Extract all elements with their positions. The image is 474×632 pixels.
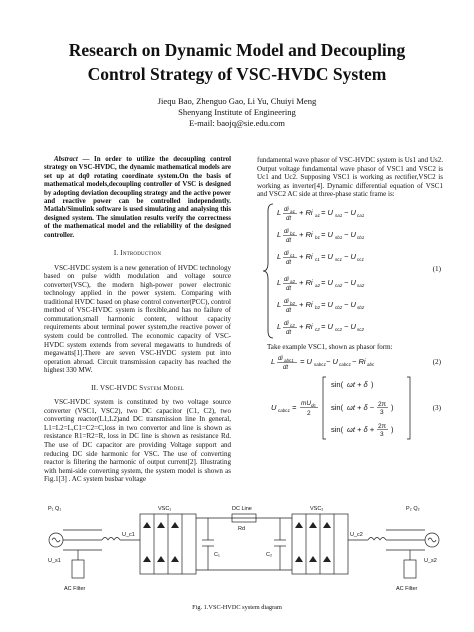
- svg-text:= U: = U: [321, 251, 333, 261]
- svg-text:di: di: [278, 356, 283, 363]
- equation-1: [257, 201, 443, 341]
- svg-text:di: di: [284, 276, 289, 283]
- figure-vsc-hvdc-diagram: [44, 500, 444, 598]
- svg-text:): ): [371, 380, 374, 390]
- svg-text:= U: = U: [321, 299, 333, 309]
- svg-text:b1: b1: [290, 230, 296, 236]
- svg-text:= U: = U: [300, 357, 312, 367]
- authors: Jiequ Bao, Zhenguo Gao, Li Yu, Chuiyi Meng: [157, 96, 317, 106]
- svg-text:di: di: [284, 298, 289, 305]
- svg-text:ca2: ca2: [335, 282, 343, 288]
- equation-3-graphic: [257, 373, 443, 443]
- fig-label-uc2: U_c2: [350, 532, 363, 538]
- svg-text:L: L: [277, 277, 282, 287]
- svg-text:− U: − U: [344, 321, 356, 331]
- introduction-text: VSC-HVDC system is a new generation of HVDC technology based on pulse width modulation and voltage source converter(VSC), the modern high-power power electronic technology applied in the power system. Comparing with traditional HVDC based on phase control converter(PCC), control method of VSC-HVDC system is flexible,and has no failure of commutation,small harmonic content, without capacity requirements about terminal power system,the reactive power of system could be controlled. The economic capacity of VSC-HVDC system extends from several megawatts to hundreds of megawatts[1].There are seven VSC-HVDC system put into operation abroad. Circuit transmission capacity has reached the highest 330 MW.: [44, 263, 231, 375]
- svg-text:L: L: [277, 251, 282, 261]
- svg-text:dt: dt: [286, 307, 292, 314]
- svg-text:+ Ri: + Ri: [299, 299, 313, 309]
- svg-text:L: L: [277, 299, 282, 309]
- svg-text:sa1: sa1: [335, 212, 343, 218]
- equation-2-graphic: [257, 351, 443, 373]
- svg-text:di: di: [284, 250, 289, 257]
- svg-text:): ): [391, 425, 394, 435]
- svg-text:L: L: [277, 321, 282, 331]
- right-para-1: fundamental wave phasor of VSC-HVDC system is Us1 and Us2. Output voltage fundamental wave phasor of VSC1 and VSC2 is Uc1 and Uc2. Supposing VSC1 is working as rectifier,VSC2 is working as inverter[4]. Dynamic differential equation of VSC1 and VSC2 AC side at three-phase static frame is:: [257, 156, 443, 199]
- svg-text:dc: dc: [311, 403, 316, 409]
- fig-label-vsc1: VSC₁: [158, 506, 172, 512]
- svg-text:ωt + δ +: ωt + δ +: [347, 425, 375, 435]
- svg-text:ωt + δ −: ωt + δ −: [347, 403, 375, 413]
- svg-text:b2: b2: [290, 300, 296, 306]
- fig-label-ps1: P₁ Q₁: [48, 506, 62, 512]
- svg-text:c2: c2: [290, 322, 295, 328]
- fig-label-rd: Rd: [238, 526, 246, 532]
- svg-text:a2: a2: [315, 282, 321, 288]
- svg-text:L: L: [271, 357, 276, 367]
- svg-text:cabc1: cabc1: [339, 362, 352, 368]
- fig-label-vsc2: VSC₂: [310, 506, 324, 512]
- svg-text:mU: mU: [301, 400, 312, 408]
- abstract: [44, 156, 231, 240]
- svg-text:dt: dt: [286, 329, 292, 336]
- svg-text:b1: b1: [315, 234, 321, 240]
- svg-text:dt: dt: [286, 215, 292, 222]
- svg-text:sabc1: sabc1: [314, 362, 327, 368]
- svg-text:sb1: sb1: [335, 234, 343, 240]
- svg-text:sin(: sin(: [331, 403, 344, 413]
- svg-text:sb2: sb2: [357, 304, 365, 310]
- right-para-2: Take example VSC1, shown as phasor form:: [267, 342, 393, 351]
- svg-text:di: di: [284, 320, 289, 327]
- svg-text:3: 3: [380, 409, 384, 417]
- svg-text:a1: a1: [290, 208, 296, 214]
- svg-text:sin(: sin(: [331, 380, 344, 390]
- svg-text:+ Ri: + Ri: [299, 251, 313, 261]
- left-ac-filter: [72, 560, 84, 578]
- fig-label-ac-filter-right: AC Filter: [396, 586, 418, 592]
- svg-text:b2: b2: [315, 304, 321, 310]
- svg-text:− U: − U: [344, 229, 356, 239]
- email: E-mail: baojq@sie.edu.com: [189, 118, 285, 128]
- svg-text:L: L: [277, 207, 282, 217]
- equation-1-graphic: [257, 201, 443, 341]
- fig-label-ac-filter-left: AC Filter: [64, 586, 86, 592]
- equation-3: [257, 373, 443, 443]
- svg-text:U: U: [271, 403, 277, 413]
- svg-text:abc: abc: [367, 362, 375, 368]
- svg-text:sc2: sc2: [357, 326, 365, 332]
- svg-text:dt: dt: [286, 259, 292, 266]
- svg-text:= U: = U: [321, 277, 333, 287]
- svg-text:= U: = U: [321, 207, 333, 217]
- fig-label-us2: U_s2: [424, 558, 437, 564]
- svg-text:a1: a1: [315, 212, 321, 218]
- left-column: [44, 156, 231, 484]
- svg-text:c2: c2: [315, 326, 320, 332]
- svg-text:2π: 2π: [378, 401, 387, 409]
- svg-text:a2: a2: [290, 278, 296, 284]
- svg-text:cb2: cb2: [335, 304, 343, 310]
- svg-text:= U: = U: [321, 321, 333, 331]
- svg-text:di: di: [284, 206, 289, 213]
- svg-text:= U: = U: [321, 229, 333, 239]
- svg-text:cabc1: cabc1: [278, 408, 291, 414]
- svg-text:ωt + δ: ωt + δ: [347, 380, 368, 390]
- svg-text:3: 3: [380, 431, 384, 439]
- svg-text:abc1: abc1: [284, 358, 294, 364]
- title-line-2: Control Strategy of VSC-HVDC System: [87, 64, 387, 84]
- affiliation: Shenyang Institute of Engineering: [178, 107, 296, 117]
- svg-text:sa2: sa2: [357, 282, 365, 288]
- abstract-label: Abstract: [54, 156, 78, 163]
- svg-text:dt: dt: [286, 237, 292, 244]
- equation-1-number: (1): [432, 264, 441, 273]
- svg-text:=: =: [292, 403, 297, 413]
- paper-title: [0, 38, 474, 86]
- svg-text:− U: − U: [344, 299, 356, 309]
- svg-text:cb1: cb1: [357, 234, 365, 240]
- svg-text:+ Ri: + Ri: [299, 277, 313, 287]
- svg-text:c1: c1: [315, 256, 320, 262]
- right-column: [257, 156, 443, 443]
- svg-text:− U: − U: [344, 277, 356, 287]
- fig-label-ps2: P₂ Q₂: [406, 506, 420, 512]
- fig-label-c2: C₂: [266, 552, 273, 558]
- svg-text:cc2: cc2: [335, 326, 343, 332]
- svg-text:2: 2: [307, 410, 311, 418]
- svg-text:+ Ri: + Ri: [299, 207, 313, 217]
- equation-2-number: (2): [432, 358, 441, 367]
- author-block: [0, 96, 474, 129]
- svg-text:− Ri: − Ri: [352, 357, 366, 367]
- svg-text:sc1: sc1: [335, 256, 343, 262]
- model-text: VSC-HVDC system is constituted by two voltage source converter (VSC1, VSC2), two DC capacitor (C1, C2), two converting reactor(L1,L2)and DC transmission line In general, L1=L2=L,C1=C2=C,loss in two convertor and line is shown as resistance R1=R2=R, loss in DC line is shown as resistance Rd. The use of DC capacitor are providing Voltage support and reducing DC side harmonic for VSC. The use of converting reactor is filtering the harmonic of output current[2]. Illustrating with hemi-side converting system, the system model is shown as Fig.1[3] . AC system busbar voltage: [44, 398, 231, 484]
- right-ac-filter: [404, 560, 416, 578]
- fig-label-us1: U_s1: [48, 558, 61, 564]
- svg-text:L: L: [277, 229, 282, 239]
- equation-2: [257, 351, 443, 373]
- fig-label-uc1: U_c1: [122, 532, 135, 538]
- figure-caption: Fig. 1.VSC-HVDC system diagram: [192, 604, 282, 611]
- section-heading-model: II. VSC-HVDC System Model: [91, 383, 184, 392]
- svg-text:dt: dt: [283, 365, 289, 372]
- section-heading-introduction: I. Introduction: [113, 249, 162, 258]
- equation-3-number: (3): [432, 404, 441, 413]
- svg-text:ca1: ca1: [357, 212, 365, 218]
- svg-text:c1: c1: [290, 252, 295, 258]
- svg-text:2π: 2π: [378, 423, 387, 431]
- svg-text:− U: − U: [344, 251, 356, 261]
- svg-text:− U: − U: [344, 207, 356, 217]
- svg-text:dt: dt: [286, 285, 292, 292]
- fig-label-c1: C₁: [214, 552, 220, 558]
- svg-text:sin(: sin(: [331, 425, 344, 435]
- svg-text:+ Ri: + Ri: [299, 229, 313, 239]
- fig-label-dc-line: DC Line: [232, 506, 252, 512]
- svg-text:− U: − U: [326, 357, 338, 367]
- abstract-text: — In order to utilize the decoupling control strategy on VSC-HVDC, the dynamic mathematical models are set up at dq0 rotating coordinate system.On the basis of mathematical models,decoupling controller of VSC is designed by adopting deviation decoupling strategy and the active power and reactive power can be controlled independently. Matlab/Simulink software is used simulating and analysing this designed system. The simulation results verify the correctness of the mathematical model and the reliability of the designed controller.: [44, 156, 231, 239]
- svg-text:cc1: cc1: [357, 256, 365, 262]
- svg-text:): ): [391, 403, 394, 413]
- svg-text:+ Ri: + Ri: [299, 321, 313, 331]
- svg-text:di: di: [284, 228, 289, 235]
- title-line-1: Research on Dynamic Model and Decoupling: [68, 40, 406, 60]
